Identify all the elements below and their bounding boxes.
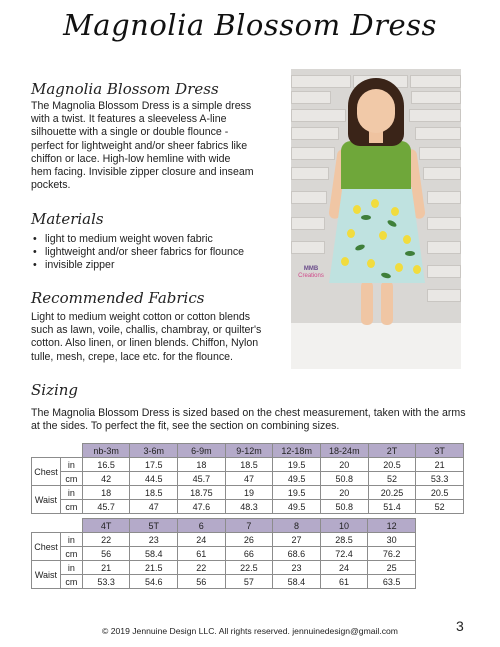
table-cell: 23 bbox=[130, 533, 178, 547]
table-cell: 18 bbox=[82, 486, 130, 500]
dress-bodice bbox=[341, 141, 411, 189]
table-cell: 18.5 bbox=[130, 486, 178, 500]
measure-label: Chest bbox=[32, 533, 61, 561]
unit-cell: cm bbox=[60, 575, 82, 589]
materials-list bbox=[31, 233, 286, 273]
measure-label: Chest bbox=[32, 458, 61, 486]
unit-cell: in bbox=[60, 458, 82, 472]
size-header: 9-12m bbox=[225, 444, 273, 458]
table-cell: 20 bbox=[321, 458, 369, 472]
table-row bbox=[32, 500, 464, 514]
table-row bbox=[32, 472, 464, 486]
table-row bbox=[32, 458, 464, 472]
size-header: 2T bbox=[368, 444, 416, 458]
logo-text: MMB bbox=[303, 266, 319, 272]
table-cell: 18.5 bbox=[225, 458, 273, 472]
table-cell: 44.5 bbox=[130, 472, 178, 486]
table-cell: 63.5 bbox=[368, 575, 416, 589]
table-cell: 26 bbox=[225, 533, 273, 547]
size-header: 3-6m bbox=[130, 444, 178, 458]
page-title: Magnolia Blossom Dress bbox=[63, 8, 437, 42]
wall-brick bbox=[427, 217, 461, 230]
size-header: 5T bbox=[130, 519, 178, 533]
fabrics-heading: Recommended Fabrics bbox=[31, 289, 205, 307]
wall-brick bbox=[291, 75, 351, 88]
table-cell: 19.5 bbox=[273, 486, 321, 500]
table-cell: 52 bbox=[416, 500, 464, 514]
fabrics-line: Light to medium weight cotton or cotton blends bbox=[31, 311, 251, 323]
table-cell: 61 bbox=[178, 547, 226, 561]
sizing-heading: Sizing bbox=[31, 381, 79, 399]
unit-cell: in bbox=[60, 533, 82, 547]
wall-brick bbox=[291, 217, 325, 230]
table-cell: 18.75 bbox=[178, 486, 226, 500]
size-header: 8 bbox=[273, 519, 321, 533]
wall-brick bbox=[427, 289, 461, 302]
table-cell: 45.7 bbox=[178, 472, 226, 486]
intro-line: with a twist. It features a sleeveless A-line bbox=[31, 113, 227, 126]
wall-brick bbox=[409, 109, 461, 122]
table-cell: 18 bbox=[178, 458, 226, 472]
measure-label: Waist bbox=[32, 561, 61, 589]
copyright-footer: © 2019 Jennuine Design LLC. All rights reserved. jennuinedesign@gmail.com bbox=[102, 626, 398, 636]
table-cell: 30 bbox=[368, 533, 416, 547]
wall-brick bbox=[291, 91, 331, 104]
wall-brick bbox=[291, 127, 339, 140]
table-header-row bbox=[32, 444, 464, 458]
materials-item: • light to medium weight woven fabric bbox=[31, 233, 286, 246]
lemon-print bbox=[347, 229, 355, 238]
size-header: 6-9m bbox=[178, 444, 226, 458]
lemon-print bbox=[367, 259, 375, 268]
table-cell: 22 bbox=[178, 561, 226, 575]
table-cell: 42 bbox=[82, 472, 130, 486]
child-leg bbox=[361, 281, 373, 325]
wall-brick bbox=[291, 241, 325, 254]
size-header: 10 bbox=[320, 519, 368, 533]
table-row bbox=[32, 561, 416, 575]
intro-line: chiffon or lace. High-low hemline with wide bbox=[31, 152, 231, 165]
lemon-print bbox=[391, 207, 399, 216]
table-row bbox=[32, 575, 416, 589]
size-chart-table-2 bbox=[31, 518, 416, 589]
sizing-line: at the sides. To perfect the fit, see the section on combining sizes. bbox=[31, 420, 340, 433]
intro-line: pockets. bbox=[31, 179, 71, 192]
table-cell: 20 bbox=[321, 486, 369, 500]
table-cell: 54.6 bbox=[130, 575, 178, 589]
intro-line: perfect for lightweight and/or sheer fabrics like bbox=[31, 139, 248, 152]
photo-floor bbox=[291, 323, 461, 369]
measure-label: Waist bbox=[32, 486, 61, 514]
table-cell: 76.2 bbox=[368, 547, 416, 561]
table-cell: 21 bbox=[416, 458, 464, 472]
table-cell: 50.8 bbox=[321, 472, 369, 486]
size-header: 12-18m bbox=[273, 444, 321, 458]
fabrics-line: cotton. Also linen, or linen blends. Chiffon, Nylon bbox=[31, 337, 259, 350]
table-cell: 47 bbox=[130, 500, 178, 514]
table-cell: 56 bbox=[178, 575, 226, 589]
page-number: 3 bbox=[456, 618, 464, 634]
wall-brick bbox=[411, 91, 461, 104]
brand-logo bbox=[291, 266, 331, 280]
size-chart-table-1 bbox=[31, 443, 464, 514]
table-cell: 61 bbox=[320, 575, 368, 589]
sizing-paragraph bbox=[31, 407, 476, 433]
table-cell: 47.6 bbox=[178, 500, 226, 514]
table-cell: 24 bbox=[178, 533, 226, 547]
fabrics-line: such as lawn, voile, challis, chambray, or quilter's bbox=[31, 324, 262, 337]
lemon-print bbox=[379, 231, 387, 240]
materials-item: • lightweight and/or sheer fabrics for flounce bbox=[31, 246, 286, 259]
lemon-print bbox=[341, 257, 349, 266]
table-cell: 53.3 bbox=[416, 472, 464, 486]
lemon-print bbox=[395, 263, 403, 272]
table-cell: 21 bbox=[82, 561, 130, 575]
wall-brick bbox=[291, 191, 327, 204]
table-cell: 22 bbox=[82, 533, 130, 547]
table-cell: 17.5 bbox=[130, 458, 178, 472]
size-header: 12 bbox=[368, 519, 416, 533]
table-cell: 27 bbox=[273, 533, 321, 547]
size-header: 6 bbox=[178, 519, 226, 533]
table-cell: 56 bbox=[82, 547, 130, 561]
lemon-print bbox=[413, 265, 421, 274]
table-cell: 51.4 bbox=[368, 500, 416, 514]
intro-line: hem facing. Invisible zipper closure and inseam bbox=[31, 166, 254, 179]
wall-brick bbox=[427, 241, 461, 254]
wall-brick bbox=[291, 109, 346, 122]
table-cell: 50.8 bbox=[321, 500, 369, 514]
table-row bbox=[32, 547, 416, 561]
size-header: 3T bbox=[416, 444, 464, 458]
table-cell: 21.5 bbox=[130, 561, 178, 575]
table-cell: 68.6 bbox=[273, 547, 321, 561]
table-cell: 25 bbox=[368, 561, 416, 575]
table-cell: 19 bbox=[225, 486, 273, 500]
table-cell: 20.25 bbox=[368, 486, 416, 500]
child-leg bbox=[381, 281, 393, 325]
child-face bbox=[357, 89, 395, 133]
lemon-print bbox=[353, 205, 361, 214]
sizing-line: The Magnolia Blossom Dress is sized based on the chest measurement, taken with the arms bbox=[31, 407, 466, 419]
logo-subtext: Creations bbox=[298, 273, 324, 279]
table-cell: 49.5 bbox=[273, 500, 321, 514]
table-cell: 48.3 bbox=[225, 500, 273, 514]
leaf-print bbox=[405, 251, 415, 256]
wall-brick bbox=[427, 265, 461, 278]
table-cell: 58.4 bbox=[273, 575, 321, 589]
wall-brick bbox=[291, 167, 329, 180]
materials-heading: Materials bbox=[31, 210, 104, 228]
table-cell: 19.5 bbox=[273, 458, 321, 472]
fabrics-paragraph bbox=[31, 311, 289, 364]
wall-brick bbox=[410, 75, 461, 88]
leaf-print bbox=[361, 215, 371, 220]
table-cell: 28.5 bbox=[320, 533, 368, 547]
intro-heading: Magnolia Blossom Dress bbox=[31, 80, 219, 98]
lemon-print bbox=[371, 199, 379, 208]
table-cell: 45.7 bbox=[82, 500, 130, 514]
table-cell: 20.5 bbox=[416, 486, 464, 500]
table-cell: 66 bbox=[225, 547, 273, 561]
unit-cell: in bbox=[60, 486, 82, 500]
wall-brick bbox=[427, 191, 461, 204]
table-cell: 52 bbox=[368, 472, 416, 486]
unit-cell: cm bbox=[60, 472, 82, 486]
table-cell: 57 bbox=[225, 575, 273, 589]
fabrics-line: tulle, mesh, crepe, lace etc. for the flounce. bbox=[31, 350, 233, 363]
wall-brick bbox=[291, 147, 335, 160]
table-row bbox=[32, 486, 464, 500]
size-header: 18-24m bbox=[321, 444, 369, 458]
table-cell: 16.5 bbox=[82, 458, 130, 472]
unit-cell: cm bbox=[60, 500, 82, 514]
intro-line: silhouette with a single or double flounce - bbox=[31, 126, 229, 139]
size-header: nb-3m bbox=[82, 444, 130, 458]
dress-photo bbox=[291, 69, 461, 369]
size-header: 4T bbox=[82, 519, 130, 533]
table-cell: 23 bbox=[273, 561, 321, 575]
materials-item: • invisible zipper bbox=[31, 259, 286, 272]
wall-brick bbox=[423, 167, 461, 180]
intro-paragraph bbox=[31, 100, 286, 192]
table-row bbox=[32, 533, 416, 547]
table-cell: 20.5 bbox=[368, 458, 416, 472]
table-cell: 72.4 bbox=[320, 547, 368, 561]
unit-cell: cm bbox=[60, 547, 82, 561]
table-cell: 22.5 bbox=[225, 561, 273, 575]
unit-cell: in bbox=[60, 561, 82, 575]
table-cell: 53.3 bbox=[82, 575, 130, 589]
intro-line: The Magnolia Blossom Dress is a simple dress bbox=[31, 100, 252, 112]
table-cell: 47 bbox=[225, 472, 273, 486]
table-cell: 49.5 bbox=[273, 472, 321, 486]
table-cell: 58.4 bbox=[130, 547, 178, 561]
lemon-print bbox=[403, 235, 411, 244]
wall-brick bbox=[419, 147, 461, 160]
size-header: 7 bbox=[225, 519, 273, 533]
table-cell: 24 bbox=[320, 561, 368, 575]
table-header-row bbox=[32, 519, 416, 533]
wall-brick bbox=[415, 127, 461, 140]
